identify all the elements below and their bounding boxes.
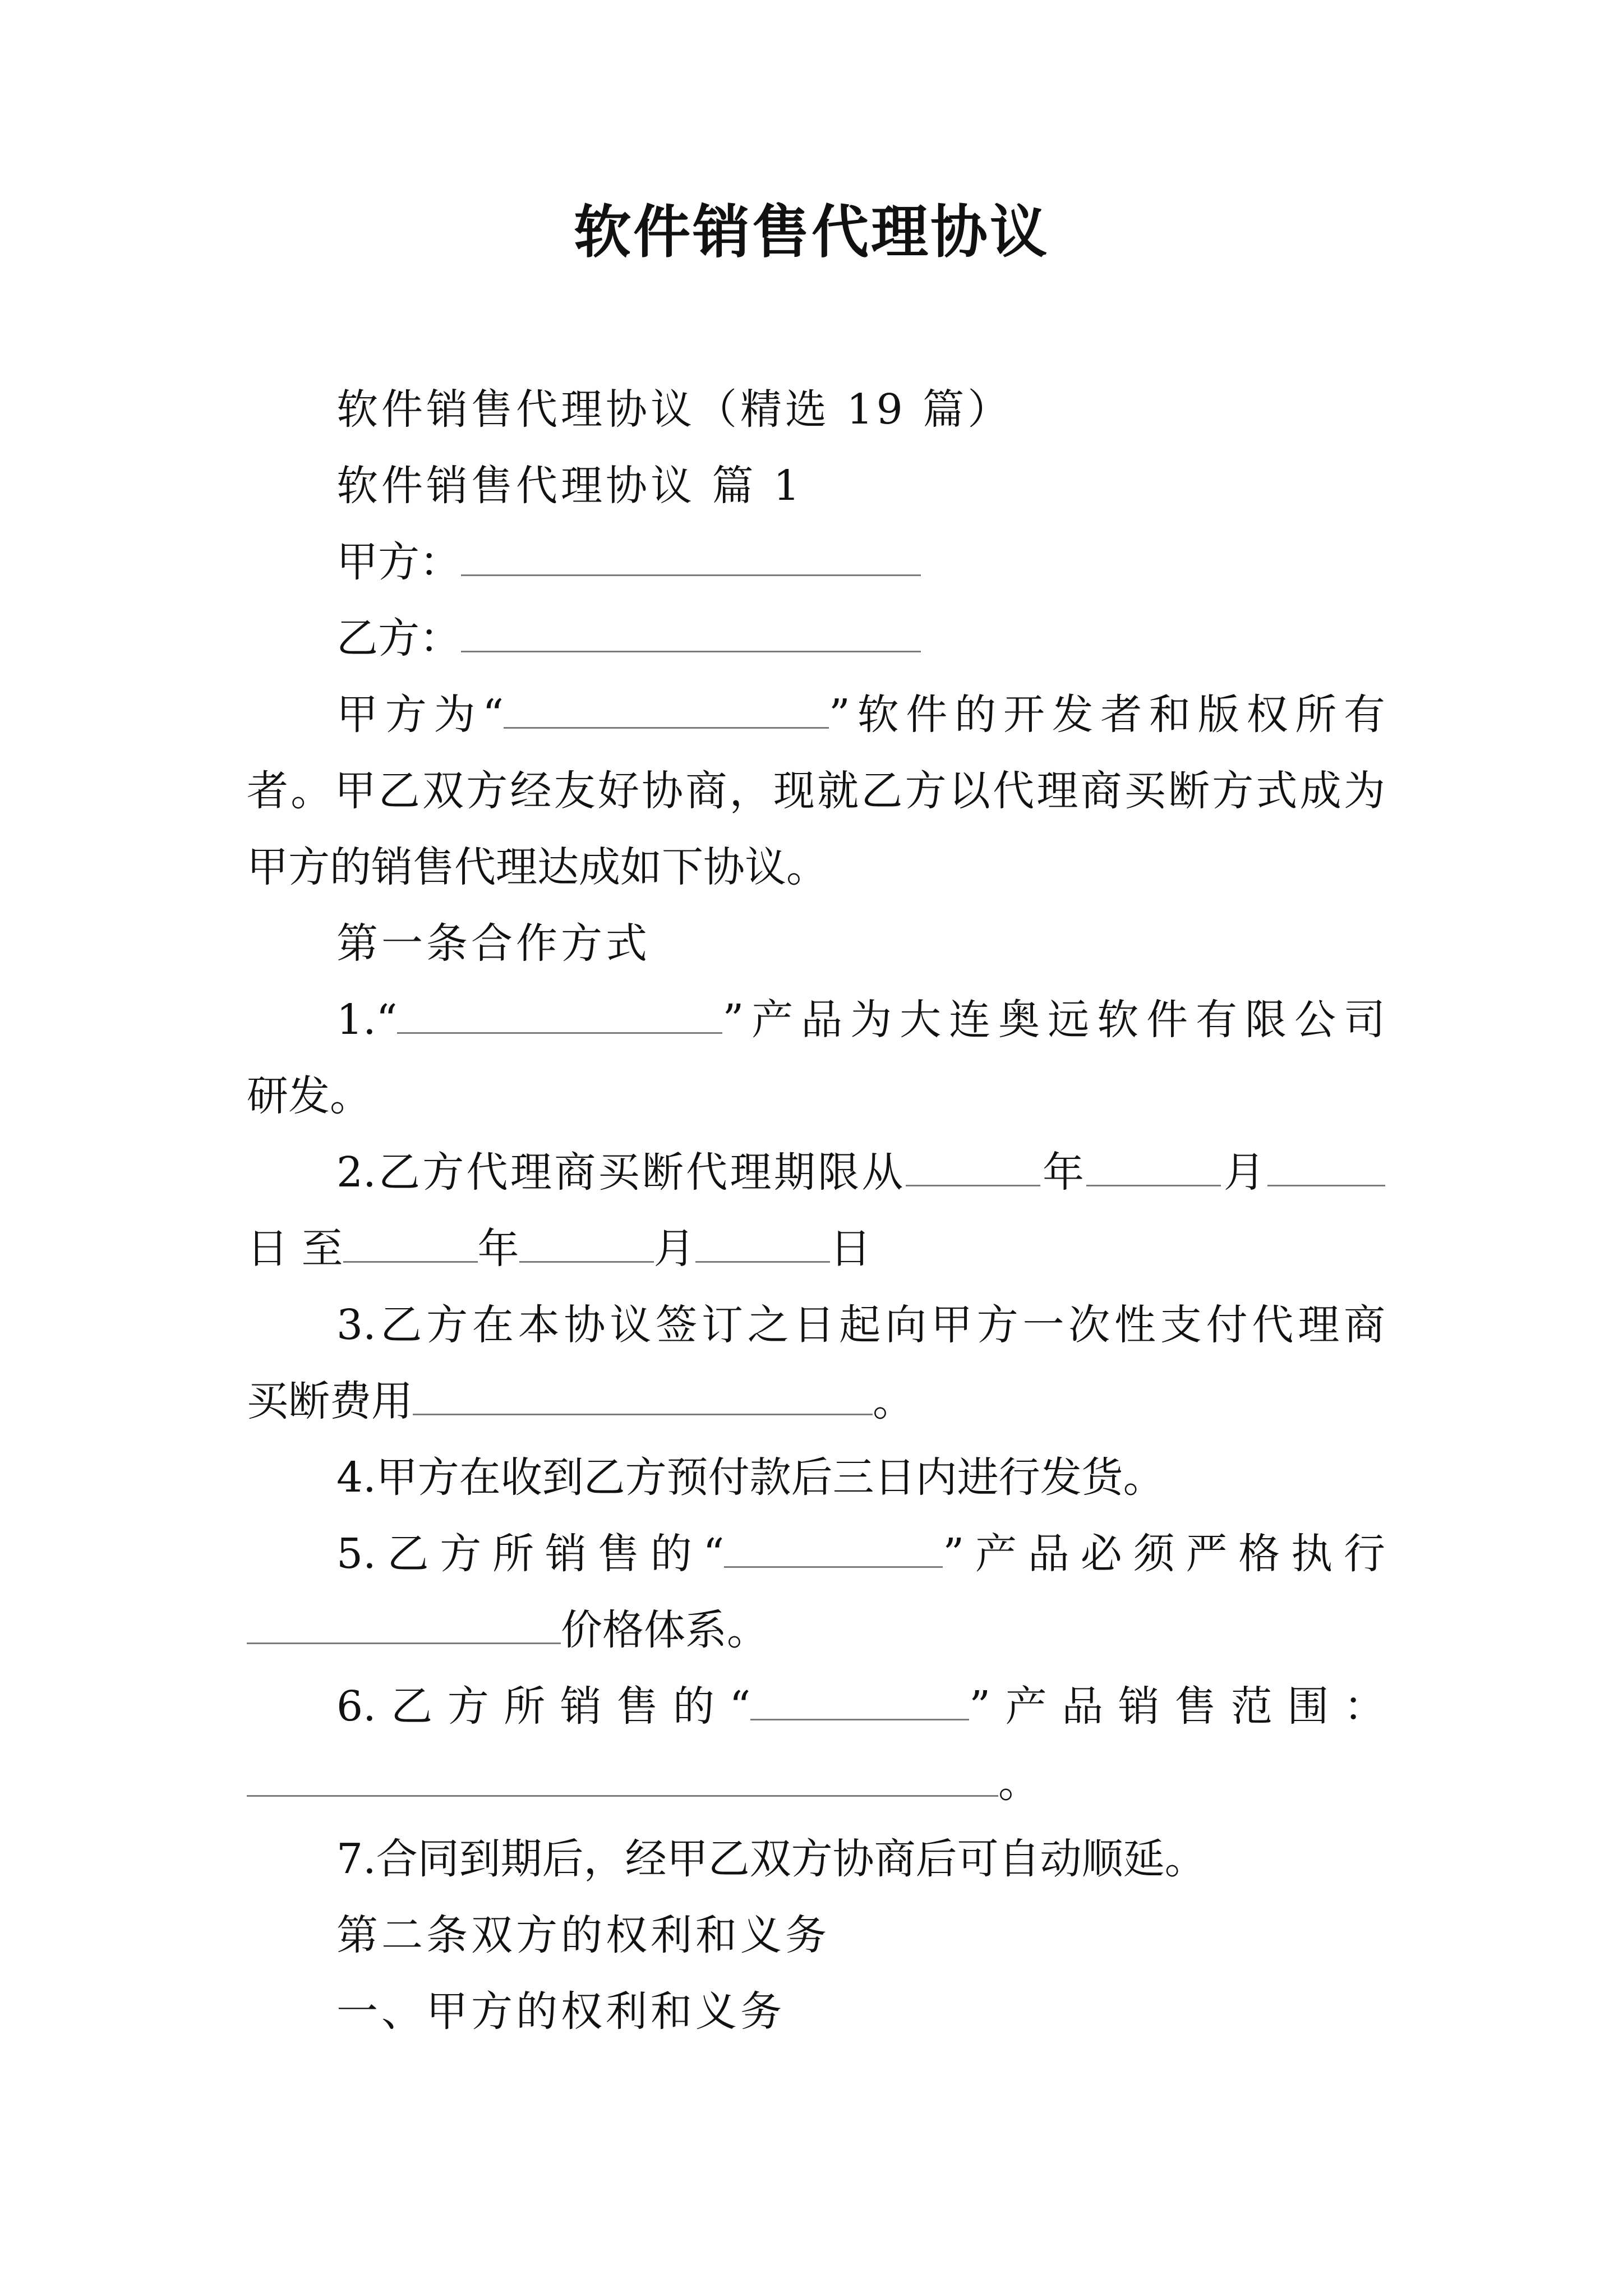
day-label-2: 日 xyxy=(829,1225,872,1273)
end-year-blank xyxy=(343,1222,478,1263)
article-1-title: 第一条合作方式 xyxy=(336,919,651,968)
day-to-label: 日 至 xyxy=(247,1225,343,1273)
party-a-line xyxy=(336,534,1385,590)
party-b-label: 乙方： xyxy=(336,614,461,662)
item-5-line-2 xyxy=(247,1602,1385,1658)
year-label-2: 年 xyxy=(477,1225,519,1273)
item-3-line-2 xyxy=(247,1373,1385,1429)
end-month-blank xyxy=(519,1222,654,1263)
item-6-line-1 xyxy=(336,1678,1385,1734)
party-b-blank xyxy=(461,611,921,652)
software-name-blank xyxy=(504,688,829,729)
fee-blank xyxy=(413,1374,873,1415)
item-7: 7.合同到期后，经甲乙双方协商后可自动顺延。 xyxy=(336,1835,1206,1883)
item-6-blank xyxy=(750,1680,969,1720)
document-title: 软件销售代理协议 xyxy=(574,199,1049,266)
item-3-line-1: 3.乙方在本协议签订之日起向甲方一次性支付代理商 xyxy=(336,1301,1385,1349)
item-6-end: 。 xyxy=(998,1759,1040,1807)
item-1-line-2: 研发。 xyxy=(247,1072,371,1120)
item-2-line-2 xyxy=(247,1221,1385,1277)
intro-line-2: 者。甲乙双方经友好协商，现就乙方以代理商买断方式成为 xyxy=(247,767,1385,815)
item-3-text: 买断费用 xyxy=(247,1377,413,1425)
year-label: 年 xyxy=(1040,1148,1087,1197)
intro-text-a: 甲方为“ xyxy=(336,691,504,739)
item-5-blank xyxy=(724,1527,943,1568)
month-label-2: 月 xyxy=(653,1225,695,1273)
start-year-blank xyxy=(906,1145,1040,1186)
item-5-text-c: 价格体系。 xyxy=(561,1606,768,1654)
item-1-text-b: ”产品为大连奥远软件有限公司 xyxy=(722,996,1385,1044)
sales-range-blank xyxy=(247,1756,998,1797)
item-6-text-b: ”产品销售范围： xyxy=(969,1682,1385,1731)
section-heading: 软件销售代理协议 篇 1 xyxy=(336,462,804,510)
start-day-blank xyxy=(1267,1145,1385,1186)
item-3-end: 。 xyxy=(873,1377,914,1425)
party-b-line xyxy=(336,610,1385,666)
start-month-blank xyxy=(1086,1145,1221,1186)
item-6-line-2 xyxy=(247,1755,1385,1811)
item-2-line-1 xyxy=(336,1144,1385,1200)
item-6-text-a: 6.乙方所销售的“ xyxy=(336,1682,751,1731)
party-a-blank xyxy=(461,535,921,576)
party-a-label: 甲方： xyxy=(336,538,461,586)
item-2-text: 2.乙方代理商买断代理期限从 xyxy=(336,1148,906,1197)
intro-line-1 xyxy=(336,687,1385,743)
article-2-subsection: 一、甲方的权利和义务 xyxy=(336,1987,785,2036)
price-system-blank xyxy=(247,1603,561,1644)
item-1-line-1 xyxy=(336,992,1385,1048)
item-1-text-a: 1.“ xyxy=(336,996,398,1044)
intro-line-3: 甲方的销售代理达成如下协议。 xyxy=(247,843,828,891)
month-label: 月 xyxy=(1221,1148,1268,1197)
end-day-blank xyxy=(695,1222,830,1263)
item-4: 4.甲方在收到乙方预付款后三日内进行发货。 xyxy=(336,1453,1165,1502)
item-5-text-b: ”产品必须严格执行 xyxy=(943,1530,1385,1578)
item-5-text-a: 5.乙方所销售的“ xyxy=(336,1530,725,1578)
intro-text-b: ”软件的开发者和版权所有 xyxy=(829,691,1385,739)
item-5-line-1 xyxy=(336,1526,1385,1582)
item-1-blank xyxy=(397,993,722,1034)
subtitle: 软件销售代理协议（精选 19 篇） xyxy=(336,385,1013,434)
article-2-title: 第二条双方的权利和义务 xyxy=(336,1911,830,1959)
